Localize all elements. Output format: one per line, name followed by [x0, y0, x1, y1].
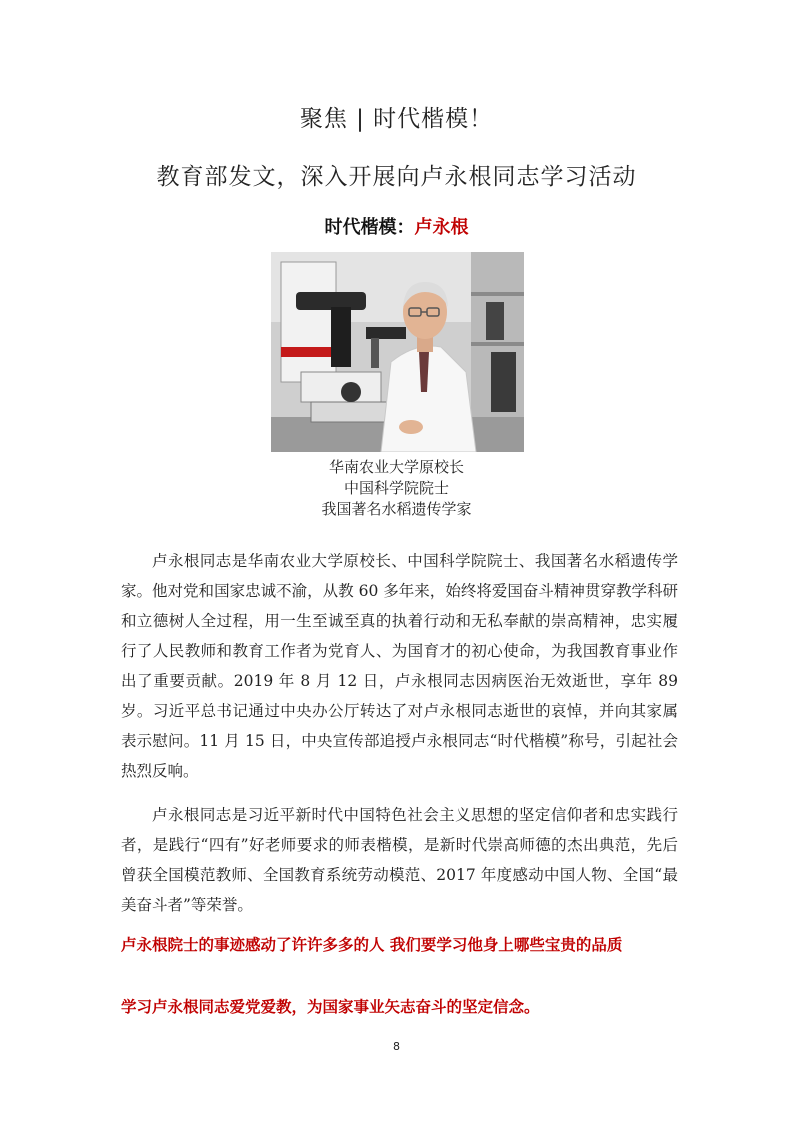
caption-line: 我国著名水稻遗传学家: [321, 500, 472, 518]
caption-line: 中国科学院院士: [343, 479, 449, 497]
body-paragraph-2: 卢永根同志是习近平新时代中国特色社会主义思想的坚定信仰者和忠实践行者，是践行“四有”好老师要求的师表楷模，是新时代崇高师德的杰出典范，先后曾获全国模范教师、全国教育系统劳动模范、2017 年度感动中国人物、全国“最美奋斗者”等荣誉。: [121, 806, 678, 914]
photo-caption: [0, 457, 793, 520]
page-number: 8: [393, 1040, 400, 1053]
subtitle-name: 卢永根: [414, 217, 469, 238]
page-title-line2: 教育部发文，深入开展向卢永根同志学习活动: [156, 164, 637, 190]
highlight-line-2: 学习卢永根同志爱党爱教，为国家事业矢志奋斗的坚定信念。: [121, 998, 540, 1016]
subtitle-prefix: 时代楷模：: [324, 217, 415, 238]
highlight-line-1: 卢永根院士的事迹感动了许许多多的人 我们要学习他身上哪些宝贵的品质: [121, 936, 623, 954]
page-title-line1: 聚焦 | 时代楷模！: [299, 106, 494, 132]
portrait-photo-scientist-at-microscope: [271, 252, 524, 452]
section-subtitle: [0, 213, 793, 239]
portrait-photo: [271, 252, 524, 452]
body-paragraph-1: 卢永根同志是华南农业大学原校长、中国科学院院士、我国著名水稻遗传学家。他对党和国家忠诚不渝，从教 60 多年来，始终将爱国奋斗精神贯穿教学科研和立德树人全过程，用一生至诚至真的执着行动和无私奉献的崇高精神，忠实履行了人民教师和教育工作者为党育人、为国育才的初心使命，为我国教育事业作出了重要贡献。2019 年 8 月 12 日，卢永根同志因病医治无效逝世，享年 89 岁。习近平总书记通过中央办公厅转达了对卢永根同志逝世的哀悼，并向其家属表示慰问。11 月 15 日，中央宣传部追授卢永根同志“时代楷模”称号，引起社会热烈反响。: [121, 552, 678, 780]
caption-line: 华南农业大学原校长: [328, 458, 464, 476]
